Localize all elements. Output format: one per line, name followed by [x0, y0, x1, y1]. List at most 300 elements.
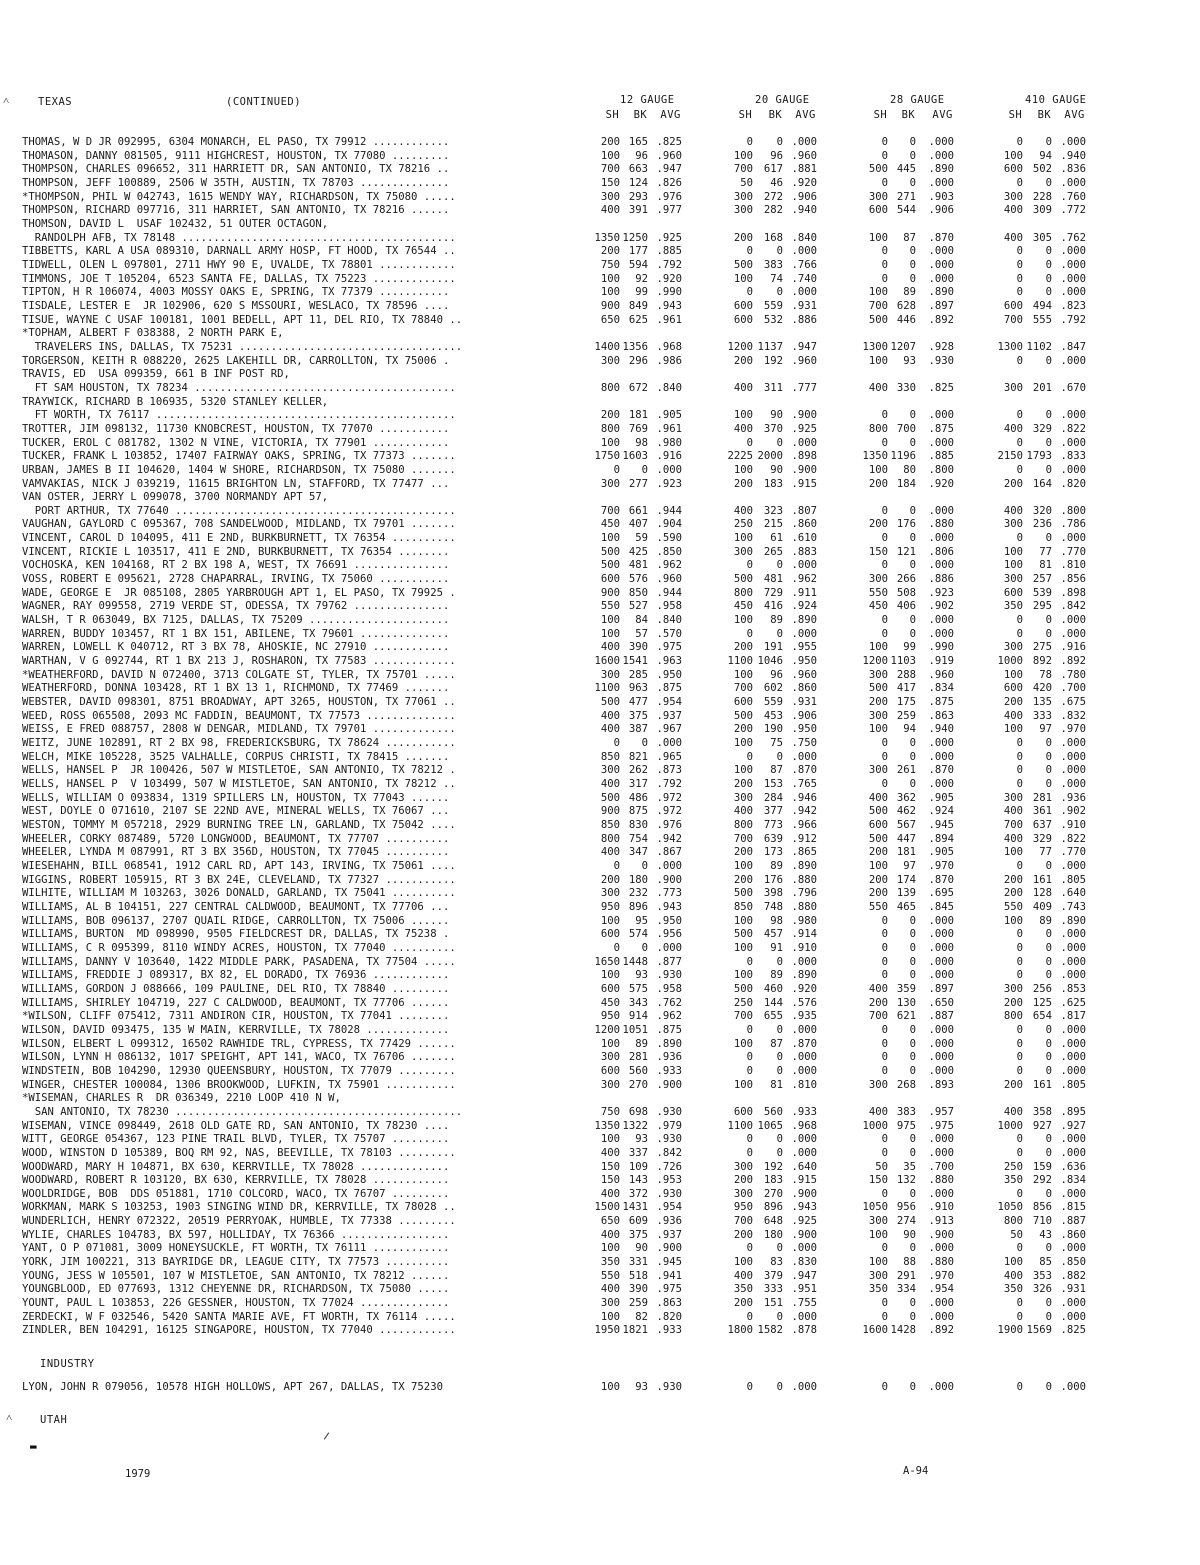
score-cell: 192	[763, 1160, 783, 1173]
average-cell: .900	[928, 1228, 954, 1241]
score-cell: 200	[733, 778, 753, 791]
score-cell: 700	[733, 1010, 753, 1023]
shooter-entry: WEATHERFORD, DONNA 103428, RT 1 BX 13 1, RICHMOND, TX 77469 .......	[22, 682, 450, 695]
score-cell: 200	[1003, 1078, 1023, 1091]
score-cell: 0	[909, 504, 916, 517]
score-cell: 500	[600, 559, 620, 572]
average-cell: .950	[791, 655, 817, 668]
column-header-sh: SH	[605, 109, 620, 121]
average-cell: .000	[1060, 627, 1086, 640]
average-cell: .970	[928, 1269, 954, 1282]
table-row	[0, 450, 1200, 464]
average-cell: .743	[1060, 900, 1086, 913]
score-cell: 700	[1003, 313, 1023, 326]
score-cell: 1900	[997, 1324, 1023, 1337]
industry-heading: INDUSTRY	[40, 1358, 95, 1370]
score-cell: 1102	[1026, 340, 1052, 353]
score-cell: 400	[733, 422, 753, 435]
score-cell: 0	[881, 914, 888, 927]
average-cell: .000	[928, 409, 954, 422]
average-cell: .925	[791, 422, 817, 435]
table-row	[0, 833, 1200, 847]
score-cell: 0	[1016, 1310, 1023, 1323]
average-cell: .000	[928, 1187, 954, 1200]
score-cell: 0	[746, 1023, 753, 1036]
average-cell: .931	[1060, 1283, 1086, 1296]
table-row	[0, 518, 1200, 532]
score-cell: 200	[600, 136, 620, 148]
score-cell: 0	[1016, 1023, 1023, 1036]
score-cell: 50	[740, 176, 753, 189]
score-cell: 300	[1003, 573, 1023, 586]
score-cell: 100	[1003, 668, 1023, 681]
table-row	[0, 901, 1200, 915]
score-cell: 600	[600, 1064, 620, 1077]
score-cell: 250	[733, 996, 753, 1009]
score-cell: 1541	[622, 655, 648, 668]
score-cell: 99	[903, 641, 916, 654]
average-cell: .950	[656, 914, 682, 927]
score-cell: 100	[1003, 149, 1023, 162]
score-cell: 0	[1045, 354, 1052, 367]
average-cell: .000	[928, 1146, 954, 1159]
average-cell: .956	[656, 928, 682, 941]
average-cell: .930	[656, 1381, 682, 1393]
score-cell: 602	[763, 682, 783, 695]
score-cell: 0	[881, 1064, 888, 1077]
score-cell: 0	[881, 1297, 888, 1310]
score-cell: 0	[881, 149, 888, 162]
score-cell: 262	[628, 764, 648, 777]
table-row	[0, 682, 1200, 696]
score-cell: 300	[1003, 791, 1023, 804]
score-cell: 95	[635, 914, 648, 927]
score-cell: 1821	[622, 1324, 648, 1337]
average-cell: .960	[791, 668, 817, 681]
average-cell: .950	[656, 668, 682, 681]
table-row	[0, 1270, 1200, 1284]
average-cell: .920	[791, 982, 817, 995]
score-cell: 350	[1003, 1174, 1023, 1187]
average-cell: .000	[791, 436, 817, 449]
average-cell: .902	[928, 600, 954, 613]
average-cell: .892	[928, 313, 954, 326]
score-cell: 150	[868, 545, 888, 558]
score-cell: 609	[628, 1215, 648, 1228]
score-cell: 0	[881, 1242, 888, 1255]
score-cell: 96	[635, 149, 648, 162]
average-cell: .867	[656, 846, 682, 859]
average-cell: .000	[1060, 969, 1086, 982]
score-cell: 856	[1032, 1201, 1052, 1214]
score-cell: 268	[896, 1078, 916, 1091]
average-cell: .928	[928, 340, 954, 353]
table-row	[0, 1324, 1200, 1338]
score-cell: 800	[1003, 1215, 1023, 1228]
score-cell: 0	[1045, 463, 1052, 476]
shooter-entry: WELLS, HANSEL P JR 100426, 507 W MISTLETOE, SAN ANTONIO, TX 78212 .	[22, 764, 456, 777]
average-cell: .945	[928, 819, 954, 831]
average-cell: .897	[928, 299, 954, 312]
score-cell: 600	[868, 204, 888, 217]
average-cell: .972	[656, 805, 682, 818]
score-cell: 0	[1016, 969, 1023, 982]
score-cell: 94	[903, 723, 916, 736]
score-cell: 97	[1039, 723, 1052, 736]
score-cell: 236	[1032, 518, 1052, 531]
scan-line-icon	[324, 1432, 329, 1439]
score-cell: 0	[881, 1310, 888, 1323]
average-cell: .944	[656, 586, 682, 599]
score-cell: 576	[628, 573, 648, 586]
average-cell: .700	[1060, 682, 1086, 695]
shooter-entry: WINDSTEIN, BOB 104290, 12930 QUEENSBURY, HOUSTON, TX 77079 .........	[22, 1064, 456, 1077]
shooter-entry: THOMSON, DAVID L USAF 102432, 51 OUTER OCTAGON,	[22, 217, 329, 230]
shooter-entry: WILSON, LYNN H 086132, 1017 SPEIGHT, APT 141, WACO, TX 76706 .......	[22, 1051, 456, 1064]
score-cell: 850	[628, 586, 648, 599]
score-cell: 383	[896, 1105, 916, 1118]
score-cell: 0	[1045, 1051, 1052, 1064]
average-cell: .954	[656, 696, 682, 709]
score-cell: 1100	[727, 655, 753, 668]
table-row	[0, 218, 1200, 232]
scan-mark-icon: ▬	[30, 1440, 37, 1453]
average-cell: .961	[656, 313, 682, 326]
score-cell: 151	[763, 1297, 783, 1310]
score-cell: 1000	[862, 1119, 888, 1132]
score-cell: 100	[600, 149, 620, 162]
score-cell: 261	[896, 764, 916, 777]
score-cell: 362	[896, 791, 916, 804]
score-cell: 97	[903, 859, 916, 872]
score-cell: 100	[868, 859, 888, 872]
score-cell: 100	[1003, 914, 1023, 927]
average-cell: .840	[656, 381, 682, 394]
score-cell: 560	[628, 1064, 648, 1077]
average-cell: .792	[656, 778, 682, 791]
score-cell: 0	[1016, 1242, 1023, 1255]
average-cell: .968	[791, 1119, 817, 1132]
score-cell: 80	[903, 463, 916, 476]
average-cell: .865	[791, 846, 817, 859]
average-cell: .870	[791, 764, 817, 777]
score-cell: 164	[1032, 477, 1052, 490]
table-row	[0, 696, 1200, 710]
score-cell: 0	[1016, 1187, 1023, 1200]
score-cell: 228	[1032, 190, 1052, 203]
score-cell: 74	[770, 272, 783, 285]
score-cell: 400	[1003, 832, 1023, 845]
score-cell: 100	[733, 272, 753, 285]
average-cell: .886	[791, 313, 817, 326]
shooter-entry: *WILSON, CLIFF 075412, 7311 ANDIRON CIR, HOUSTON, TX 77041 ........	[22, 1010, 450, 1023]
score-cell: 0	[1045, 1146, 1052, 1159]
table-row	[0, 437, 1200, 451]
average-cell: .940	[1060, 149, 1086, 162]
score-cell: 300	[1003, 518, 1023, 531]
column-header-avg: AVG	[932, 109, 953, 121]
table-row	[0, 150, 1200, 164]
average-cell: .960	[656, 573, 682, 586]
score-cell: 600	[1003, 163, 1023, 176]
table-row	[0, 1010, 1200, 1024]
score-cell: 400	[600, 1228, 620, 1241]
score-cell: 300	[733, 545, 753, 558]
score-cell: 950	[733, 1201, 753, 1214]
score-cell: 0	[613, 859, 620, 872]
score-cell: 300	[600, 354, 620, 367]
score-cell: 0	[1016, 354, 1023, 367]
score-cell: 0	[1045, 1064, 1052, 1077]
score-cell: 800	[1003, 1010, 1023, 1023]
column-header-avg: AVG	[795, 109, 816, 121]
score-cell: 296	[628, 354, 648, 367]
score-cell: 500	[868, 832, 888, 845]
score-cell: 754	[628, 832, 648, 845]
average-cell: .875	[656, 1023, 682, 1036]
average-cell: .897	[928, 982, 954, 995]
score-cell: 0	[1016, 627, 1023, 640]
score-cell: 372	[628, 1187, 648, 1200]
score-cell: 1650	[594, 955, 620, 968]
shooter-entry: WOODWARD, MARY H 104871, BX 630, KERRVILLE, TX 78028 ..............	[22, 1160, 450, 1173]
average-cell: .931	[791, 299, 817, 312]
table-row	[0, 655, 1200, 669]
table-row	[0, 273, 1200, 287]
score-cell: 1400	[594, 340, 620, 353]
score-cell: 1000	[997, 1119, 1023, 1132]
average-cell: .900	[656, 873, 682, 886]
average-cell: .860	[791, 682, 817, 695]
average-cell: .000	[791, 1064, 817, 1077]
score-cell: 0	[909, 409, 916, 422]
average-cell: .847	[1060, 340, 1086, 353]
average-cell: .881	[791, 163, 817, 176]
score-cell: 0	[909, 969, 916, 982]
score-cell: 98	[770, 914, 783, 927]
shooter-entry: WARREN, BUDDY 103457, RT 1 BX 151, ABILENE, TX 79601 ..............	[22, 627, 450, 640]
shooter-entry: WILLIAMS, AL B 104151, 227 CENTRAL CALDWOOD, BEAUMONT, TX 77706 ...	[22, 900, 450, 913]
average-cell: .930	[656, 969, 682, 982]
score-cell: 650	[600, 313, 620, 326]
score-cell: 0	[909, 737, 916, 750]
score-cell: 181	[896, 846, 916, 859]
score-cell: 100	[600, 969, 620, 982]
score-cell: 400	[1003, 231, 1023, 244]
table-row	[0, 887, 1200, 901]
score-cell: 100	[600, 1133, 620, 1146]
average-cell: .890	[1060, 914, 1086, 927]
score-cell: 0	[776, 1023, 783, 1036]
average-cell: .840	[656, 614, 682, 627]
score-cell: 518	[628, 1269, 648, 1282]
score-cell: 0	[881, 614, 888, 627]
score-cell: 275	[1032, 641, 1052, 654]
average-cell: .968	[656, 340, 682, 353]
average-cell: .825	[1060, 1324, 1086, 1337]
average-cell: .942	[791, 805, 817, 818]
shooter-entry: ZINDLER, BEN 104291, 16125 SINGAPORE, HOUSTON, TX 77040 ............	[22, 1324, 456, 1337]
average-cell: .890	[791, 859, 817, 872]
score-cell: 359	[896, 982, 916, 995]
score-cell: 284	[763, 791, 783, 804]
shooter-entry: TUCKER, FRANK L 103852, 17407 FAIRWAY OAKS, SPRING, TX 77373 .......	[22, 450, 456, 463]
average-cell: .946	[791, 791, 817, 804]
score-cell: 0	[881, 1187, 888, 1200]
average-cell: .962	[791, 573, 817, 586]
score-cell: 300	[868, 1215, 888, 1228]
score-cell: 462	[896, 805, 916, 818]
shooter-entry: WOODWARD, ROBERT R 103120, BX 630, KERRVILLE, TX 78028 ............	[22, 1174, 450, 1187]
score-cell: 0	[1016, 463, 1023, 476]
table-row	[0, 341, 1200, 355]
average-cell: .000	[791, 1310, 817, 1323]
average-cell: .960	[928, 668, 954, 681]
average-cell: .755	[791, 1297, 817, 1310]
score-cell: 300	[868, 573, 888, 586]
shooter-entry: TIMMONS, JOE T 105204, 6523 SANTA FE, DALLAS, TX 75223 .............	[22, 272, 456, 285]
average-cell: .836	[1060, 163, 1086, 176]
score-cell: 0	[1016, 1133, 1023, 1146]
score-cell: 277	[628, 477, 648, 490]
average-cell: .951	[791, 1283, 817, 1296]
average-cell: .842	[1060, 600, 1086, 613]
score-cell: 900	[600, 805, 620, 818]
score-cell: 153	[763, 778, 783, 791]
average-cell: .825	[656, 136, 682, 148]
score-cell: 698	[628, 1105, 648, 1118]
score-cell: 0	[881, 532, 888, 545]
score-cell: 500	[868, 682, 888, 695]
score-cell: 0	[881, 559, 888, 572]
average-cell: .000	[1060, 928, 1086, 941]
score-cell: 77	[1039, 846, 1052, 859]
shooter-entry: WESTON, TOMMY M 057218, 2929 BURNING TREE LN, GARLAND, TX 75042 ....	[22, 819, 456, 831]
average-cell: .000	[1060, 532, 1086, 545]
shooter-entry: LYON, JOHN R 079056, 10578 HIGH HOLLOWS, APT 267, DALLAS, TX 75230	[22, 1381, 443, 1393]
average-cell: .000	[1060, 354, 1086, 367]
average-cell: .863	[928, 709, 954, 722]
average-cell: .834	[928, 682, 954, 695]
average-cell: .900	[656, 1078, 682, 1091]
shooter-entry: TIPTON, H R 106074, 4003 MOSSY OAKS E, SPRING, TX 77379 ...........	[22, 286, 450, 299]
average-cell: .000	[1060, 176, 1086, 189]
table-row	[0, 177, 1200, 191]
score-cell: 300	[733, 204, 753, 217]
score-cell: 109	[628, 1160, 648, 1173]
average-cell: .000	[1060, 136, 1086, 148]
score-cell: 637	[1032, 819, 1052, 831]
score-cell: 77	[1039, 545, 1052, 558]
score-cell: 0	[1045, 778, 1052, 791]
score-cell: 600	[733, 313, 753, 326]
score-cell: 0	[1045, 532, 1052, 545]
table-row	[0, 546, 1200, 560]
score-cell: 0	[776, 1242, 783, 1255]
score-cell: 1207	[890, 340, 916, 353]
average-cell: .975	[656, 1283, 682, 1296]
column-header-sh: SH	[873, 109, 888, 121]
average-cell: .943	[791, 1201, 817, 1214]
score-cell: 82	[635, 1310, 648, 1323]
shooter-entry: YANT, O P 071081, 3009 HONEYSUCKLE, FT WORTH, TX 76111 ............	[22, 1242, 450, 1255]
score-cell: 135	[1032, 696, 1052, 709]
score-cell: 400	[1003, 422, 1023, 435]
average-cell: .650	[928, 996, 954, 1009]
score-cell: 100	[733, 668, 753, 681]
score-cell: 621	[896, 1010, 916, 1023]
score-cell: 215	[763, 518, 783, 531]
average-cell: .900	[791, 409, 817, 422]
score-cell: 256	[1032, 982, 1052, 995]
average-cell: .914	[791, 928, 817, 941]
average-cell: .000	[928, 1133, 954, 1146]
average-cell: .807	[791, 504, 817, 517]
score-cell: 168	[763, 231, 783, 244]
average-cell: .000	[928, 778, 954, 791]
score-cell: 88	[903, 1256, 916, 1269]
table-row	[0, 136, 1200, 150]
score-cell: 200	[600, 245, 620, 258]
average-cell: .000	[928, 1064, 954, 1077]
table-row	[0, 382, 1200, 396]
score-cell: 0	[1016, 1064, 1023, 1077]
score-cell: 914	[628, 1010, 648, 1023]
shooter-entry: VINCENT, RICKIE L 103517, 411 E 2ND, BURKBURNETT, TX 76354 ........	[22, 545, 450, 558]
score-cell: 559	[763, 299, 783, 312]
score-cell: 400	[600, 846, 620, 859]
table-row	[0, 1201, 1200, 1215]
shooter-entry: WELLS, WILLIAM O 093834, 1319 SPILLERS LN, HOUSTON, TX 77043 ......	[22, 791, 450, 804]
score-cell: 0	[776, 1064, 783, 1077]
score-cell: 300	[1003, 641, 1023, 654]
score-cell: 0	[1016, 1297, 1023, 1310]
average-cell: .880	[928, 518, 954, 531]
shooter-entry: WHEELER, CORKY 087489, 5720 LONGWOOD, BEAUMONT, TX 77707 ..........	[22, 832, 450, 845]
score-cell: 93	[903, 354, 916, 367]
score-cell: 0	[1045, 136, 1052, 148]
score-cell: 0	[1016, 859, 1023, 872]
average-cell: .894	[928, 832, 954, 845]
table-row	[0, 1256, 1200, 1270]
score-cell: 502	[1032, 163, 1052, 176]
average-cell: .933	[656, 1324, 682, 1337]
score-cell: 150	[600, 1160, 620, 1173]
table-row	[0, 1038, 1200, 1052]
score-cell: 0	[1045, 627, 1052, 640]
score-cell: 0	[1016, 941, 1023, 954]
score-cell: 100	[1003, 545, 1023, 558]
average-cell: .890	[928, 163, 954, 176]
score-cell: 191	[763, 641, 783, 654]
score-cell: 400	[1003, 1105, 1023, 1118]
score-cell: 600	[1003, 682, 1023, 695]
table-row	[0, 1229, 1200, 1243]
score-cell: 550	[1003, 900, 1023, 913]
score-cell: 100	[1003, 846, 1023, 859]
score-cell: 143	[628, 1174, 648, 1187]
shooter-entry: VINCENT, CAROL D 104095, 411 E 2ND, BURKBURNETT, TX 76354 ..........	[22, 532, 456, 545]
score-cell: 59	[635, 532, 648, 545]
score-cell: 200	[868, 887, 888, 900]
score-cell: 0	[1045, 928, 1052, 941]
score-cell: 0	[1016, 532, 1023, 545]
shooter-entry: THOMPSON, CHARLES 096652, 311 HARRIETT DR, SAN ANTONIO, TX 78216 ..	[22, 163, 450, 176]
score-cell: 200	[733, 873, 753, 886]
average-cell: .976	[656, 819, 682, 831]
average-cell: .910	[1060, 819, 1086, 831]
score-cell: 0	[1016, 245, 1023, 258]
